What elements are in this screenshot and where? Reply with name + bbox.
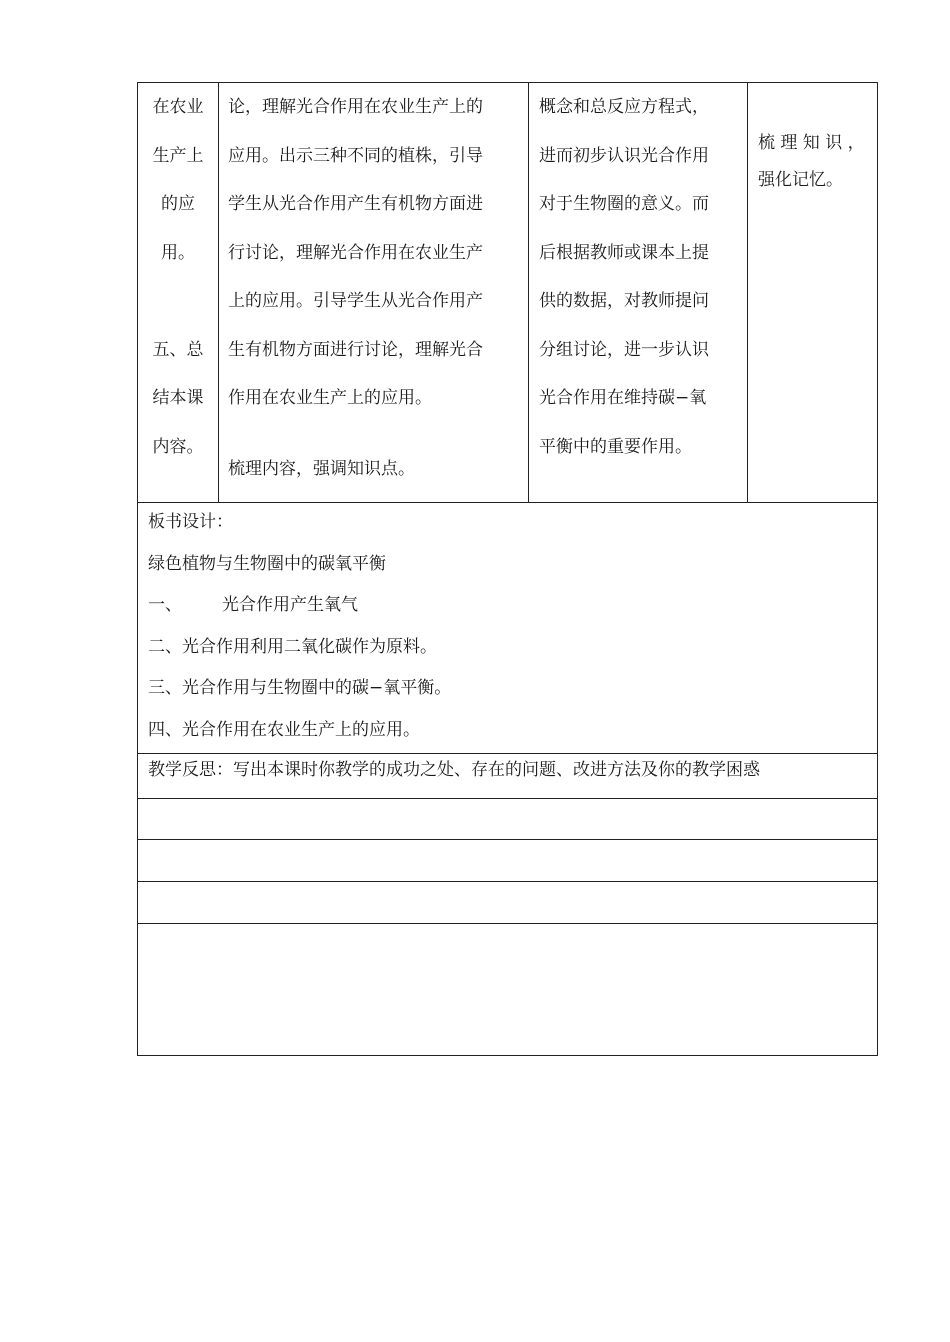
teacher-activity-cell bbox=[218, 83, 528, 493]
student-line: 平衡中的重要作用。 bbox=[539, 436, 692, 457]
stage-line bbox=[142, 277, 214, 326]
board-item-text: 光合作用产生氧气 bbox=[222, 595, 358, 615]
teacher-line: 论，理解光合作用在农业生产上的 bbox=[228, 97, 483, 117]
board-title: 绿色植物与生物圈中的碳氧平衡 bbox=[148, 553, 386, 574]
intent-line: 强化记忆。 bbox=[758, 169, 843, 190]
teacher-line: 上的应用。引导学生从光合作用产 bbox=[228, 291, 483, 311]
student-activity-cell bbox=[528, 83, 747, 471]
teacher-line: 作用在农业生产上的应用。 bbox=[228, 388, 432, 408]
board-item: 四、光合作用在农业生产上的应用。 bbox=[148, 719, 420, 740]
student-line: 概念和总反应方程式， bbox=[539, 97, 709, 117]
student-line: 分组讨论，进一步认识 bbox=[539, 339, 709, 360]
teacher-line: 应用。出示三种不同的植株，引导 bbox=[228, 145, 483, 166]
blank-row[interactable] bbox=[138, 798, 879, 839]
blank-area[interactable] bbox=[138, 923, 879, 1055]
board-item bbox=[148, 585, 869, 627]
teacher-line: 行讨论，理解光合作用在农业生产 bbox=[228, 242, 483, 263]
board-item: 二、光合作用利用二氧化碳作为原料。 bbox=[148, 636, 437, 657]
student-line: 供的数据，对教师提问 bbox=[539, 291, 709, 311]
stage-line: 在农业 bbox=[152, 97, 204, 117]
stage-line: 生产上 bbox=[152, 145, 204, 166]
board-heading: 板书设计： bbox=[148, 512, 233, 532]
teacher-line: 生有机物方面进行讨论，理解光合 bbox=[228, 339, 483, 360]
stage-cell bbox=[138, 83, 218, 502]
student-line: 对于生物圈的意义。而 bbox=[539, 194, 709, 214]
student-line: 进而初步认识光合作用 bbox=[539, 145, 709, 166]
reflection-heading: 教学反思：写出本课时你教学的成功之处、存在的问题、改进方法及你的教学困惑 bbox=[148, 760, 760, 780]
teacher-line: 学生从光合作用产生有机物方面进 bbox=[228, 194, 483, 214]
board-item-number: 一、 bbox=[148, 595, 182, 615]
stage-line: 用。 bbox=[161, 242, 195, 263]
blank-row[interactable] bbox=[138, 881, 879, 923]
stage-line: 的应 bbox=[161, 194, 195, 214]
intent-line: 梳 理 知 识 ， bbox=[758, 133, 865, 153]
stage-line: 结本课 bbox=[152, 388, 204, 408]
design-intent-cell bbox=[747, 119, 879, 204]
teacher-summary: 梳理内容，强调知识点。 bbox=[228, 458, 415, 479]
board-design-cell bbox=[138, 502, 879, 751]
stage-line: 五、总 bbox=[152, 339, 204, 360]
row-divider bbox=[138, 753, 877, 754]
student-line: 后根据教师或课本上提 bbox=[539, 242, 709, 263]
board-item: 三、光合作用与生物圈中的碳−氧平衡。 bbox=[148, 678, 452, 698]
blank-row[interactable] bbox=[138, 839, 879, 881]
lesson-plan-table bbox=[137, 82, 878, 1056]
student-line: 光合作用在维持碳−氧 bbox=[539, 388, 707, 408]
stage-line: 内容。 bbox=[152, 436, 204, 457]
